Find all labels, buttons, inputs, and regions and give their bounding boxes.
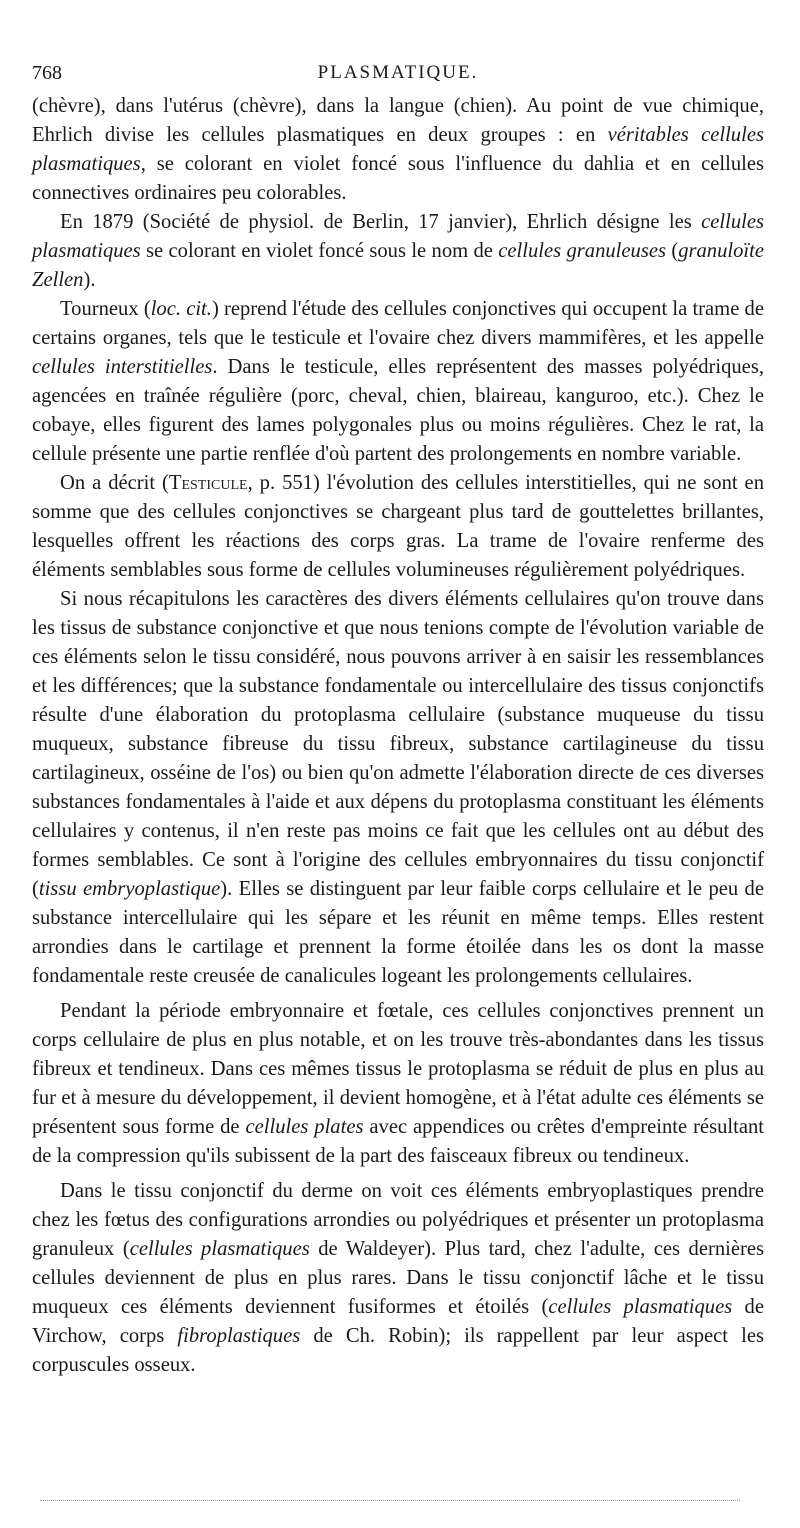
italic-term: cellules granuleuses: [498, 240, 666, 262]
text-run: avec appendices ou crêtes d'empreinte résultant de la compression qu'ils subissent de la part des faisceaux fibreux ou tendineux.: [32, 1116, 764, 1167]
paragraph-7: [32, 1177, 764, 1380]
paragraph-1: [32, 92, 764, 208]
italic-term: véritables cellules plasmatiques: [32, 124, 764, 175]
running-title: PLASMATIQUE.: [317, 62, 479, 83]
text-run: ) reprend l'étude des cellules conjonctives qui occupent la trame de certains organes, tels que le testicule et l'ovaire chez divers mammifères, et les appelle: [32, 298, 764, 349]
bottom-dotted-rule: [40, 1500, 740, 1501]
italic-term: loc. cit.: [150, 298, 212, 320]
paragraph-3: [32, 295, 764, 469]
text-run: En 1879 (Société de physiol. de Berlin, 17 janvier), Ehrlich désigne les: [60, 211, 702, 233]
text-run: de Ch. Robin); ils rappellent par leur aspect les corpuscules osseux.: [32, 1325, 764, 1376]
text-run: On a décrit (: [60, 472, 169, 494]
italic-term: cellules plates: [245, 1116, 364, 1138]
text-run: , se colorant en violet foncé sous l'influence du dahlia et en cellules connectives ordinaires peu colorables.: [32, 153, 764, 204]
text-run: , p. 551) l'évolution des cellules interstitielles, qui ne sont en somme que des cellules conjonctives se chargeant plus tard de gouttelettes brillantes, lesquelles offrent les réactions des corps gras. La trame de l'ovaire renferme des éléments semblables sous forme de cellules volumineuses régulièrement polyédriques.: [32, 472, 764, 581]
text-run: Pendant la période embryonnaire et fœtale, ces cellules conjonctives prennent un corps cellulaire de plus en plus notable, et on les trouve très-abondantes dans les tissus fibreux et tendineux. Dans ces mêmes tissus le protoplasma se réduit de plus en plus au fur et à mesure du développement, il devient homogène, et à l'état adulte ces éléments se présentent sous forme de: [32, 1000, 764, 1138]
italic-term: granuloïte Zellen: [32, 240, 764, 291]
page-number: 768: [32, 62, 62, 84]
text-run: de Waldeyer). Plus tard, chez l'adulte, ces dernières cellules deviennent de plus en plus rares. Dans le tissu conjonctif lâche et le tissu muqueux ces éléments deviennent fusiformes et étoilés (: [32, 1238, 764, 1318]
page: [32, 58, 764, 1380]
italic-term: cellules plasmatiques: [129, 1238, 310, 1260]
text-run: se colorant en violet foncé sous le nom de: [140, 240, 499, 262]
paragraph-4: [32, 469, 764, 585]
text-run: ). Elles se distinguent par leur faible corps cellulaire et le peu de substance intercellulaire qui les sépare et les réunit en même temps. Elles restent arrondies dans le cartilage et prennent la forme étoilée dans les os dont la masse fondamentale reste creusée de canalicules logeant les prolongements cellulaires.: [32, 878, 764, 987]
body-text: [32, 92, 764, 1380]
paragraph-6: [32, 997, 764, 1171]
italic-term: cellules plasmatiques: [32, 211, 764, 262]
text-run: Tourneux (: [60, 298, 151, 320]
text-run: Dans le tissu conjonctif du derme on voit ces éléments embryoplastiques prendre chez les fœtus des configurations arrondies ou polyédriques et présenter un protoplasma granuleux (: [32, 1180, 764, 1260]
running-head: [32, 58, 764, 92]
italic-term: cellules plasmatiques: [548, 1296, 733, 1318]
text-run: (: [666, 240, 679, 262]
italic-term: tissu embryoplastique: [38, 878, 221, 900]
text-run: de Virchow, corps: [32, 1296, 764, 1347]
paragraph-5: [32, 585, 764, 991]
text-run: Si nous récapitulons les caractères des divers éléments cellulaires qu'on trouve dans les tissus de substance conjonctive et que nous tenions compte de l'évolution variable de ces éléments selon le tissu considéré, nous pouvons arriver à en saisir les ressemblances et les différences; que la substance fondamentale ou intercellulaire des tissus conjonctifs résulte d'une élaboration du protoplasma cellulaire (substance muqueuse du tissu muqueux, substance fibreuse du tissu fibreux, substance cartilagineuse du tissu cartilagineux, osséine de l'os) ou bien qu'on admette l'élaboration directe de ces diverses substances fondamentales à l'aide et aux dépens du protoplasma constituant les éléments cellulaires y contenus, il n'en reste pas moins ce fait que les cellules ont au début des formes semblables. Ce sont à l'origine des cellules embryonnaires du tissu conjonctif (: [32, 588, 764, 900]
italic-term: fibroplastiques: [177, 1325, 301, 1347]
text-run: ).: [83, 269, 96, 291]
text-run: . Dans le testicule, elles représentent des masses polyédriques, agencées en traînée régulière (porc, cheval, chien, blaireau, kanguroo, etc.). Chez le cobaye, elles figurent des lames polygonales plus ou moins régulières. Chez le rat, la cellule présente une partie renflée d'où partent des prolongements en nombre variable.: [32, 356, 764, 465]
text-run: (chèvre), dans l'utérus (chèvre), dans la langue (chien). Au point de vue chimique, Ehrlich divise les cellules plasmatiques en deux groupes : en: [32, 95, 764, 146]
italic-term: cellules interstitielles: [32, 356, 213, 378]
paragraph-2: [32, 208, 764, 295]
small-caps-reference: Testicule: [168, 472, 248, 494]
